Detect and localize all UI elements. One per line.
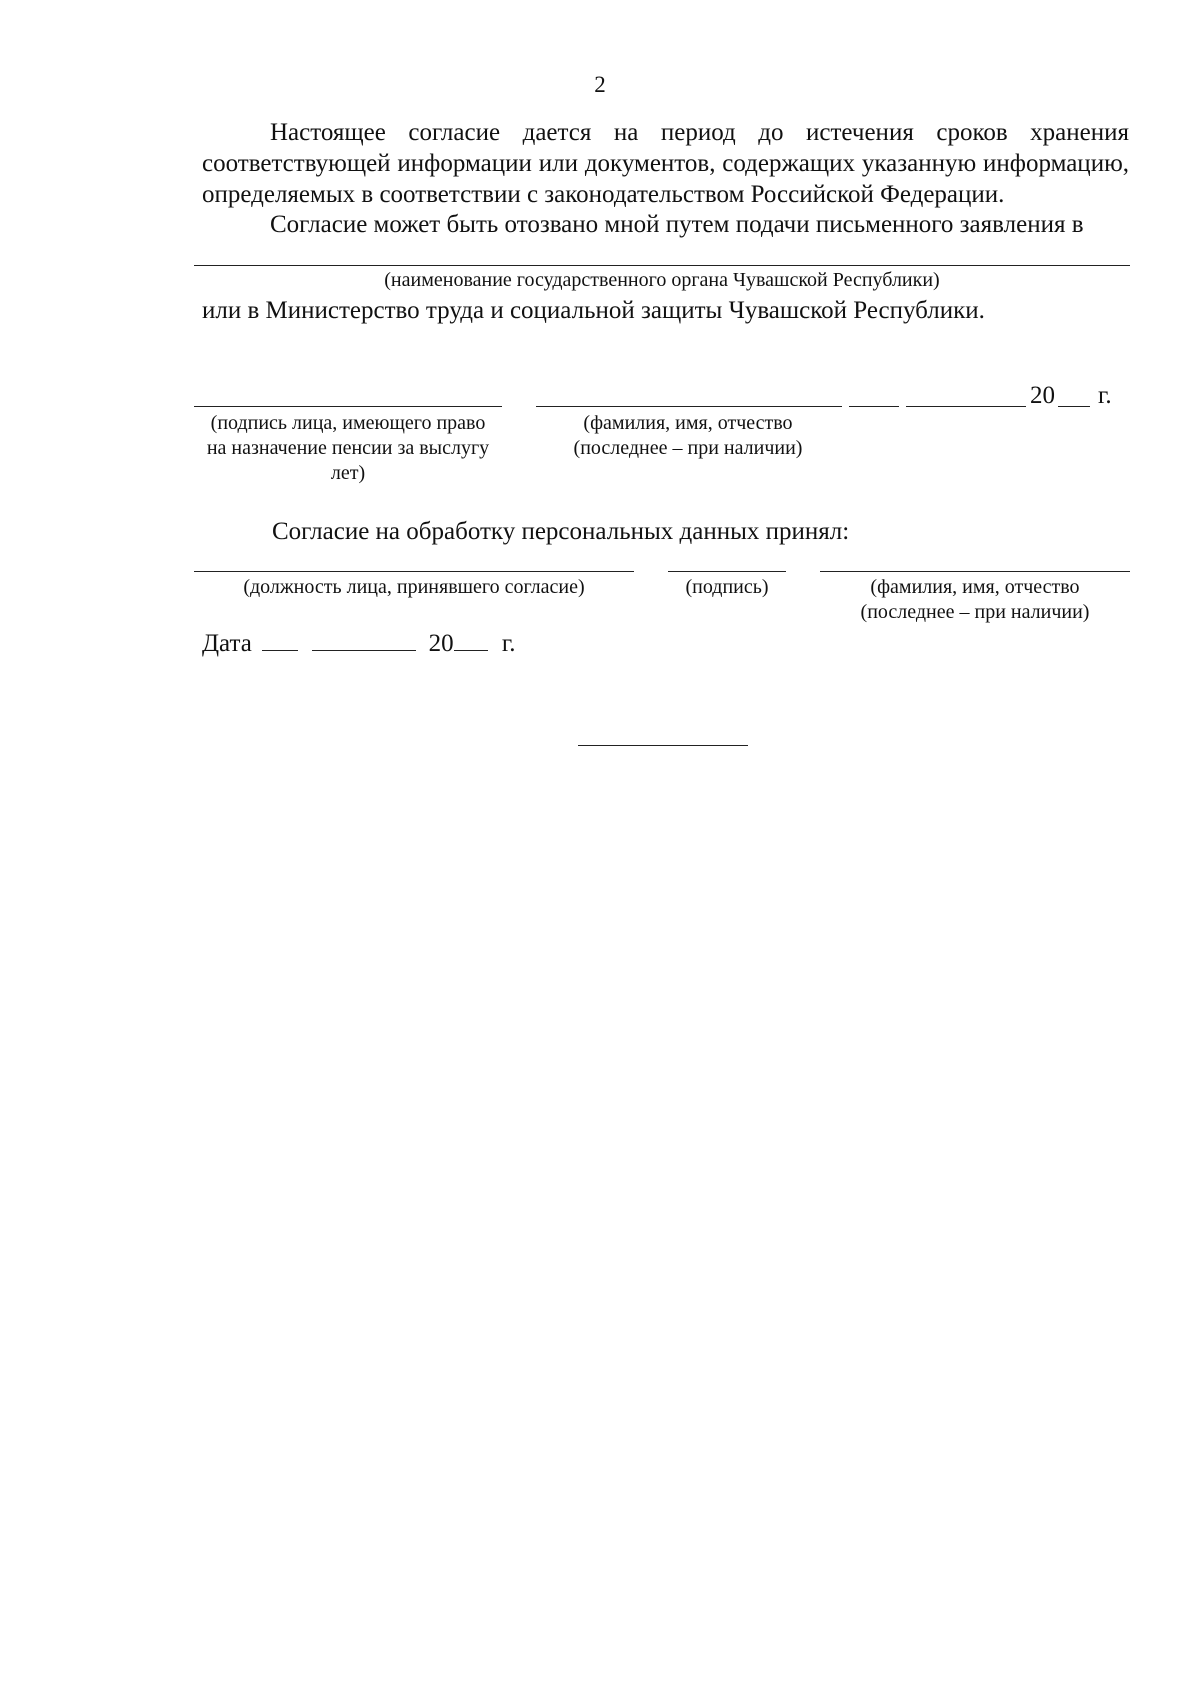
acceptor-signature-field-line[interactable]	[668, 571, 786, 572]
acceptor-name-caption: (фамилия, имя, отчество (последнее – при наличии)	[860, 576, 1090, 623]
applicant-day-field-line[interactable]	[849, 406, 899, 407]
date-day-field[interactable]	[262, 626, 298, 651]
acceptor-name-field-line[interactable]	[820, 571, 1130, 572]
applicant-month-field-line[interactable]	[906, 406, 1026, 407]
end-separator-line	[578, 745, 748, 746]
authority-name-field-line[interactable]	[194, 265, 1130, 266]
date-year-suffix: г.	[501, 630, 516, 657]
applicant-year-suffix: г.	[1098, 382, 1112, 409]
ministry-line: или в Министерство труда и социальной защиты Чувашской Республики.	[202, 297, 985, 324]
page-number: 2	[594, 72, 606, 97]
authority-name-caption: (наименование государственного органа Чувашской Республики)	[384, 269, 940, 291]
paragraph-revocation: Согласие может быть отозвано мной путем подачи письменного заявления в	[270, 211, 1084, 238]
applicant-name-caption: (фамилия, имя, отчество (последнее – при наличии)	[573, 412, 803, 459]
acceptance-heading: Согласие на обработку персональных данных принял:	[272, 518, 850, 545]
paragraph-consent-period: Настоящее согласие дается на период до истечения сроков хранения соответствующей информации или документов, содержащих указанную информацию, определяемых в соответствии с законодательством Российской Федерации.	[202, 119, 1129, 208]
date-label: Дата	[202, 630, 252, 657]
acceptor-position-caption: (должность лица, принявшего согласие)	[243, 576, 585, 598]
applicant-name-field-line[interactable]	[536, 406, 842, 407]
acceptor-signature-caption: (подпись)	[685, 576, 769, 598]
date-year-field[interactable]	[454, 626, 488, 651]
acceptor-position-field-line[interactable]	[194, 571, 634, 572]
date-month-field[interactable]	[312, 626, 416, 651]
applicant-signature-field-line[interactable]	[194, 406, 502, 407]
applicant-signature-caption: (подпись лица, имеющего право на назначение пенсии за выслугу лет)	[206, 412, 490, 484]
applicant-year-prefix: 20	[1030, 382, 1055, 409]
date-year-prefix: 20	[428, 630, 454, 657]
applicant-year-field-line[interactable]	[1058, 406, 1090, 407]
date-line	[202, 626, 516, 659]
